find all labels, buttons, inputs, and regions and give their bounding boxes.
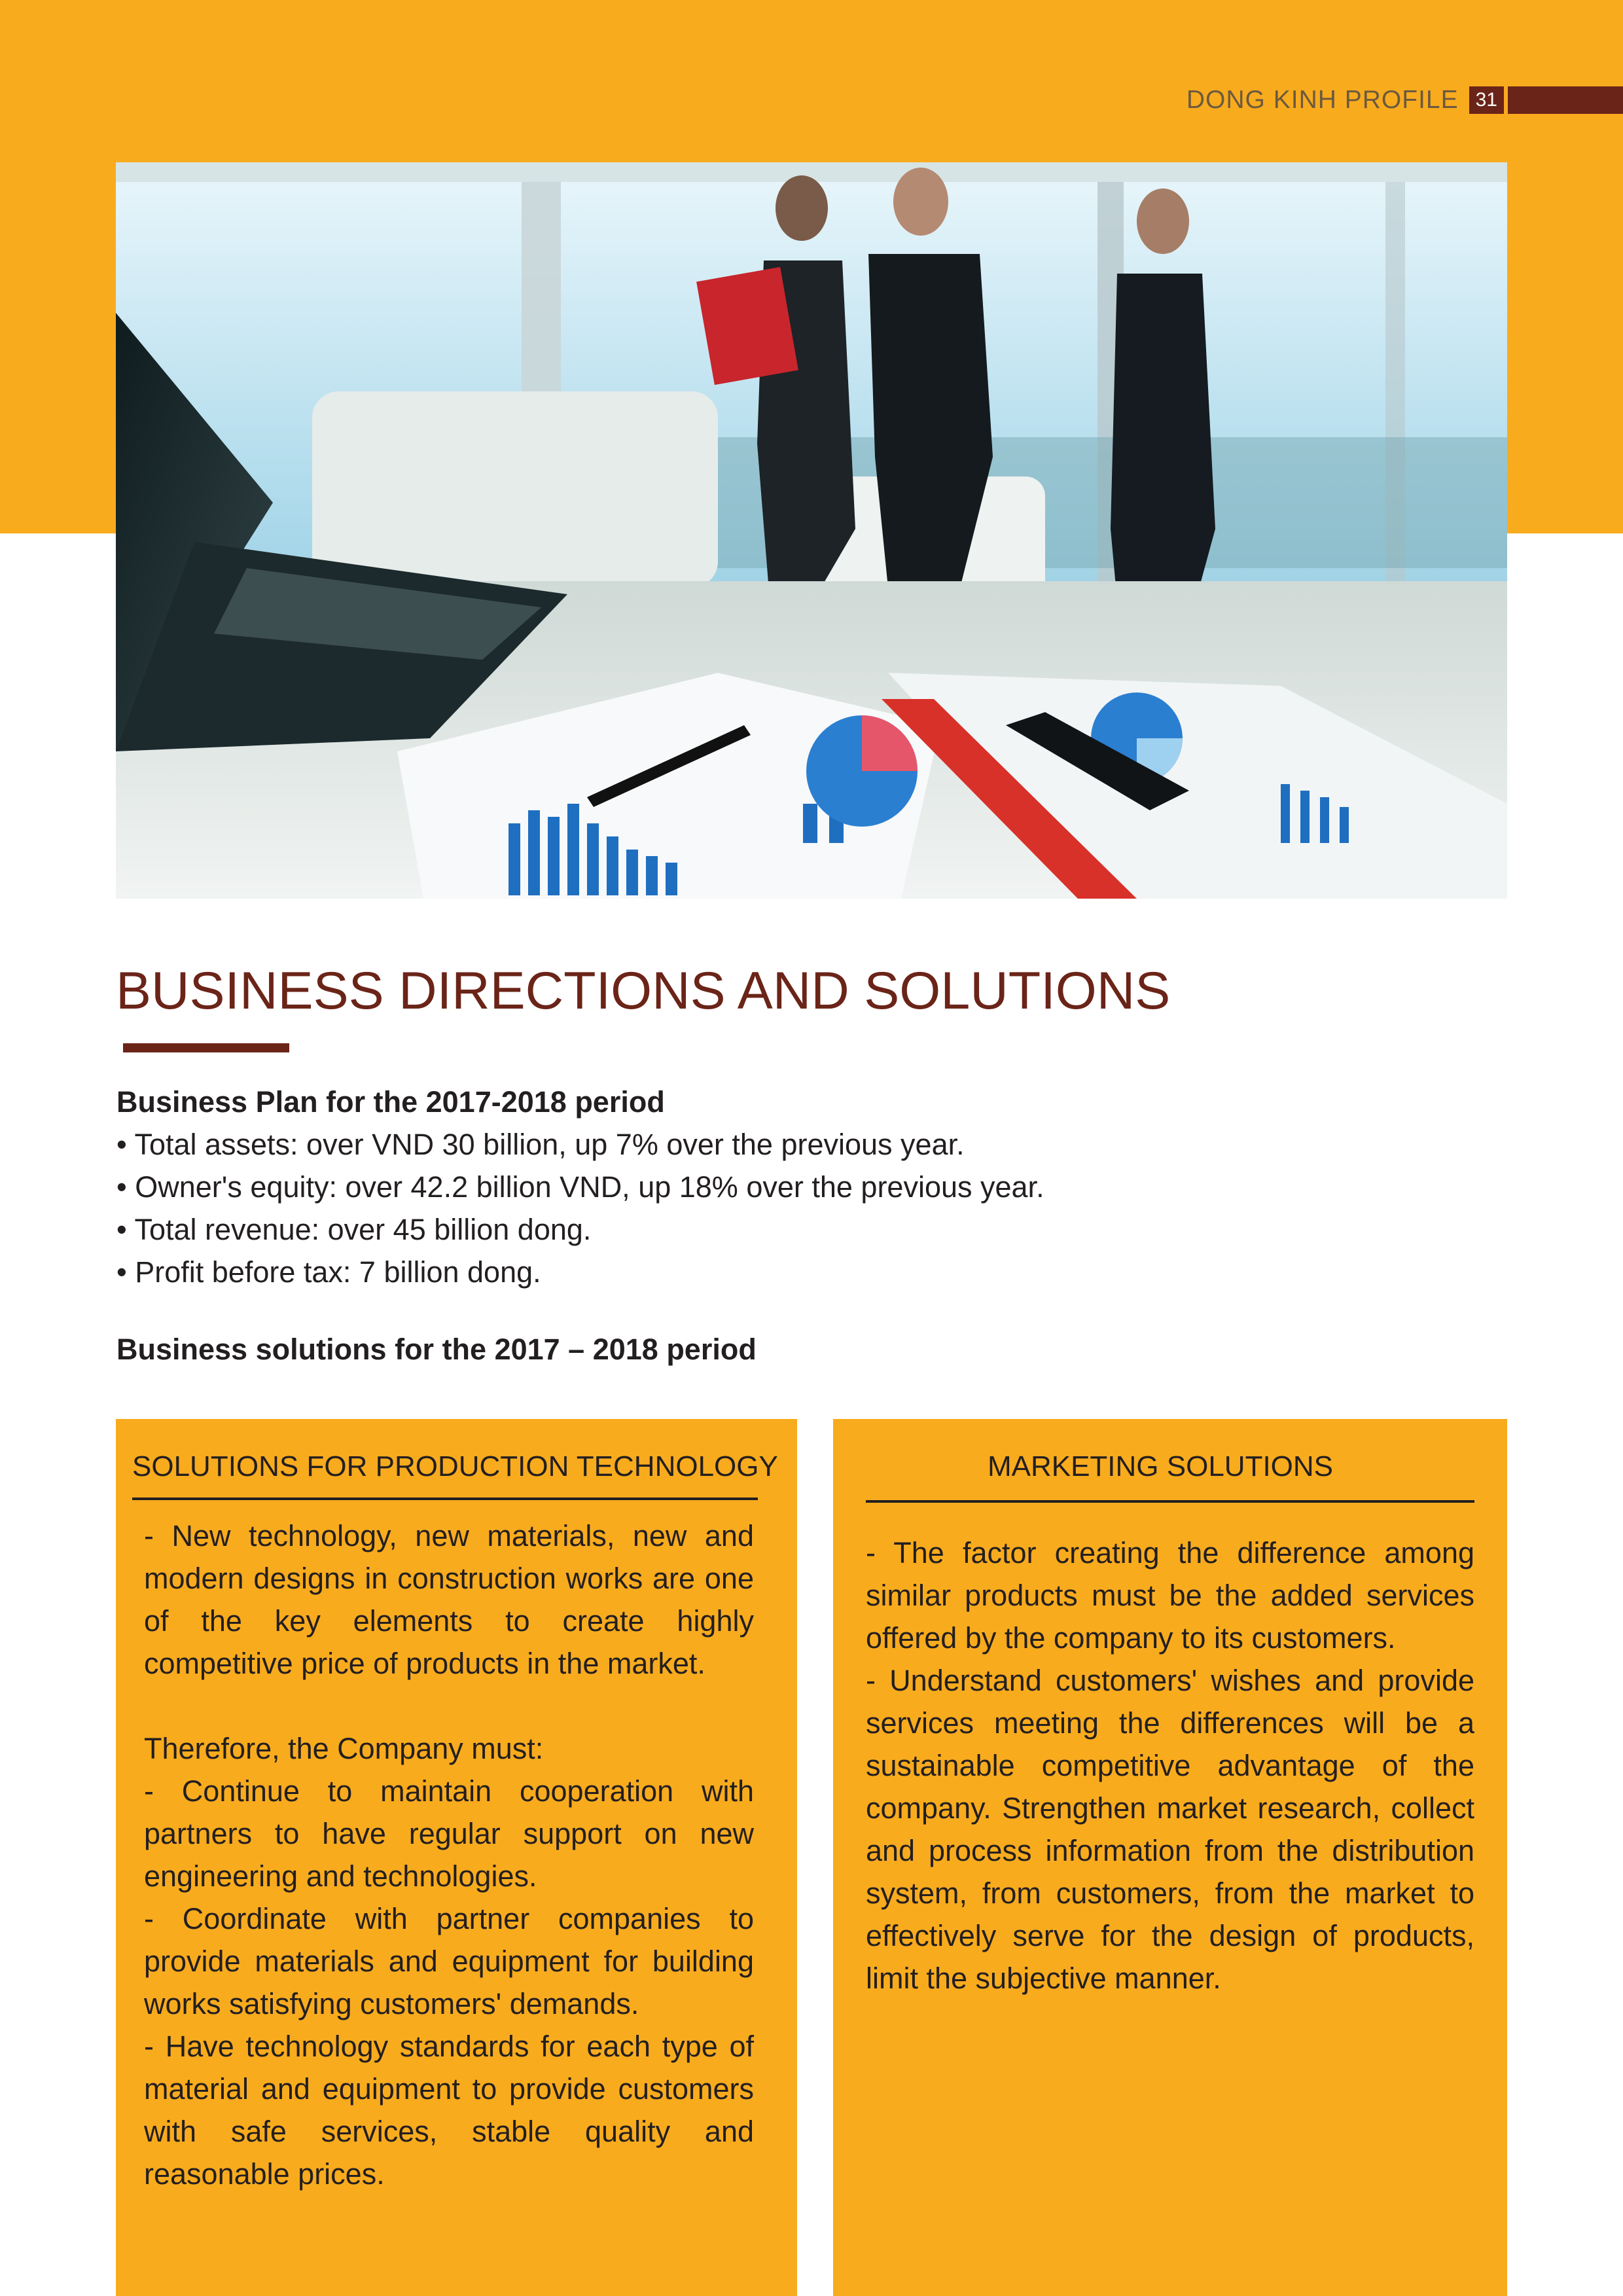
box-paragraph: - The factor creating the difference among similar products must be the added services offered by the company to its customers. xyxy=(866,1536,1474,1655)
plan-item: • Total revenue: over 45 billion dong. xyxy=(116,1213,592,1246)
production-technology-box xyxy=(116,1419,797,2296)
plan-item: • Profit before tax: 7 billion dong. xyxy=(116,1255,541,1289)
section-title: BUSINESS DIRECTIONS AND SOLUTIONS xyxy=(116,961,1171,1020)
box-paragraph: - Have technology standards for each type of material and equipment to provide customers with safe services, stable quality and reasonable prices. xyxy=(144,2030,754,2191)
office-meeting-photo xyxy=(116,162,1507,899)
plan-item: • Total assets: over VND 30 billion, up 7% over the previous year. xyxy=(116,1128,965,1161)
plan-item: • Owner's equity: over 42.2 billion VND, up 18% over the previous year. xyxy=(116,1170,1044,1204)
business-plan xyxy=(116,1081,1044,1293)
title-underline xyxy=(123,1043,289,1052)
box-paragraph: - New technology, new materials, new and modern designs in construction works are one of the key elements to create highly competitive price of products in the market. xyxy=(144,1519,754,1680)
header-title: DONG KINH PROFILE xyxy=(1186,86,1459,114)
box-title: MARKETING SOLUTIONS xyxy=(987,1450,1334,1482)
box-paragraph: - Understand customers' wishes and provide services meeting the differences will be a sustainable competitive advantage of the company. Strengthen market research, collect and process information from the distribution system, from customers, from the market to effectively serve for the design of products, limit the subjective manner. xyxy=(866,1664,1474,1995)
box-title: SOLUTIONS FOR PRODUCTION TECHNOLOGY xyxy=(132,1450,778,1482)
page-header xyxy=(1186,85,1623,115)
solutions-heading: Business solutions for the 2017 – 2018 period xyxy=(116,1333,757,1366)
box-paragraph: - Continue to maintain cooperation with partners to have regular support on new engineering and technologies. xyxy=(144,1774,754,1893)
box-paragraph: Therefore, the Company must: xyxy=(144,1732,544,1765)
box-body xyxy=(144,1515,754,2195)
box-title-rule xyxy=(866,1500,1474,1503)
box-paragraph: - Coordinate with partner companies to provide materials and equipment for building works satisfying customers' demands. xyxy=(144,1902,754,2020)
plan-heading: Business Plan for the 2017-2018 period xyxy=(116,1085,665,1119)
box-body xyxy=(866,1532,1474,2000)
header-bar xyxy=(1508,86,1623,114)
marketing-solutions-box xyxy=(833,1419,1507,2296)
box-title-rule xyxy=(132,1498,758,1500)
page-number: 31 xyxy=(1469,86,1504,114)
